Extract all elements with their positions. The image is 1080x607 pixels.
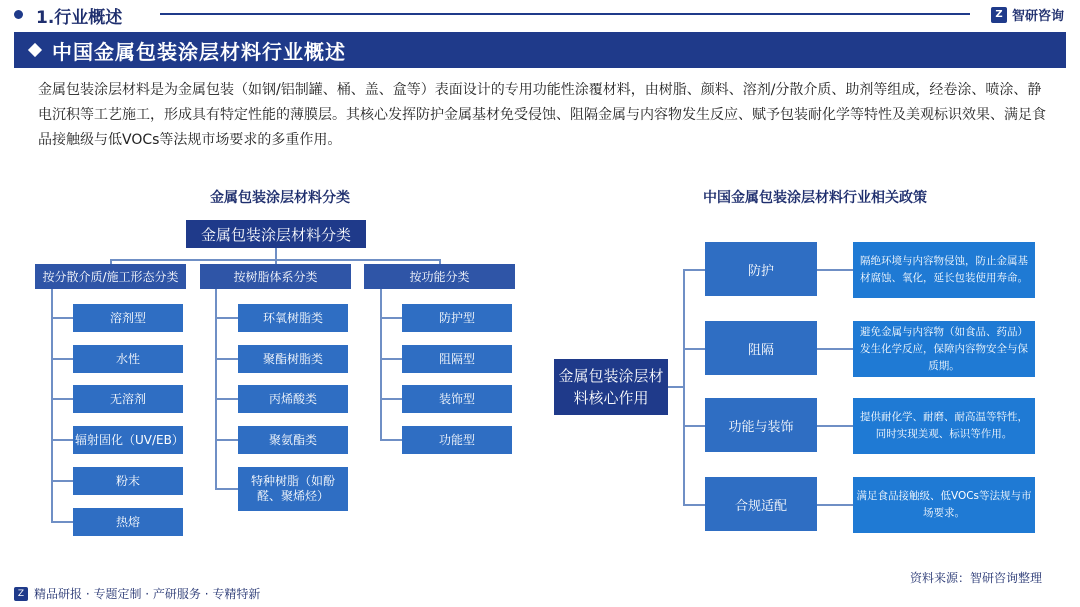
footer-logo-icon: Z [14,587,28,601]
footer-tagline-row [14,585,260,602]
connector [683,504,705,506]
leaf-solventless: 无溶剂 [73,385,183,413]
group-resin: 按树脂体系分类 [200,264,351,289]
intro-paragraph: 金属包装涂层材料是为金属包装（如钢/铝制罐、桶、盖、盒等）表面设计的专用功能性涂覆材料，由树脂、颜料、溶剂/分散介质、助剂等组成，经卷涂、喷涂、静电沉积等工艺施工，形成具有特定性能的薄膜层。其核心发挥防护金属基材免受侵蚀、阻隔金属与内容物发生反应、赋予包装耐化学等特性及美观标识效果、满足食品接触级与低VOCs等法规市场要求的多重作用。 [38,82,1046,148]
data-source: 资料来源：智研咨询整理 [909,571,1042,585]
connector [817,504,853,506]
role-compliance: 合规适配 [705,477,817,531]
connector [215,289,217,489]
leaf-radiation-cure: 辐射固化（UV/EB） [73,426,183,454]
page-title: 中国金属包装涂层材料行业概述 [52,39,346,64]
classification-root: 金属包装涂层材料分类 [186,220,366,248]
group-dispersion: 按分散介质/施工形态分类 [35,264,186,289]
connector [215,358,238,360]
group-function: 按功能分类 [364,264,515,289]
connector [683,269,685,505]
connector [51,480,73,482]
connector [380,439,402,441]
leaf-hotmelt: 热熔 [73,508,183,536]
connector [817,269,853,271]
connector [215,488,238,490]
connector [215,439,238,441]
title-banner [14,32,1066,68]
leaf-protective: 防护型 [402,304,512,332]
leaf-polyester: 聚酯树脂类 [238,345,348,373]
brand-name: 智研咨询 [1011,9,1064,24]
classification-section-title: 金属包装涂层材料分类 [210,190,350,206]
leaf-decorative: 装饰型 [402,385,512,413]
connector [215,317,238,319]
connector [51,289,53,522]
role-protection: 防护 [705,242,817,296]
role-function-decoration-desc: 提供耐化学、耐磨、耐高温等特性，同时实现美观、标识等作用。 [853,398,1035,454]
connector [817,348,853,350]
header-divider [160,13,970,15]
role-barrier: 阻隔 [705,321,817,375]
connector [668,386,684,388]
connector [380,317,402,319]
leaf-waterborne: 水性 [73,345,183,373]
connector [51,358,73,360]
connector [380,289,382,441]
connector [51,439,73,441]
connector [683,269,705,271]
leaf-acrylic: 丙烯酸类 [238,385,348,413]
leaf-special-resin: 特种树脂（如酚醛、聚烯烃） [238,467,348,511]
diamond-icon [28,43,42,57]
connector [380,398,402,400]
role-protection-desc: 隔绝环境与内容物侵蚀，防止金属基材腐蚀、氧化，延长包装使用寿命。 [853,242,1035,298]
leaf-epoxy: 环氧树脂类 [238,304,348,332]
connector [51,398,73,400]
connector [51,521,73,523]
section-title: 1.行业概述 [36,8,123,28]
connector [817,425,853,427]
role-function-decoration: 功能与装饰 [705,398,817,452]
policy-section-title: 中国金属包装涂层材料行业相关政策 [703,190,927,206]
connector [215,398,238,400]
leaf-barrier: 阻隔型 [402,345,512,373]
brand-logo-icon: Z [991,7,1007,23]
brand-logo [991,5,1064,24]
leaf-functional: 功能型 [402,426,512,454]
role-barrier-desc: 避免金属与内容物（如食品、药品）发生化学反应，保障内容物安全与保质期。 [853,321,1035,377]
section-bullet-icon [14,10,23,19]
connector [683,425,705,427]
connector [51,317,73,319]
core-role-box: 金属包装涂层材料核心作用 [554,359,668,415]
leaf-polyurethane: 聚氨酯类 [238,426,348,454]
connector [380,358,402,360]
leaf-solvent: 溶剂型 [73,304,183,332]
leaf-powder: 粉末 [73,467,183,495]
connector [683,348,705,350]
role-compliance-desc: 满足食品接触级、低VOCs等法规与市场要求。 [853,477,1035,533]
footer-tagline: 精品研报 · 专题定制 · 产研服务 · 专精特新 [34,587,261,601]
